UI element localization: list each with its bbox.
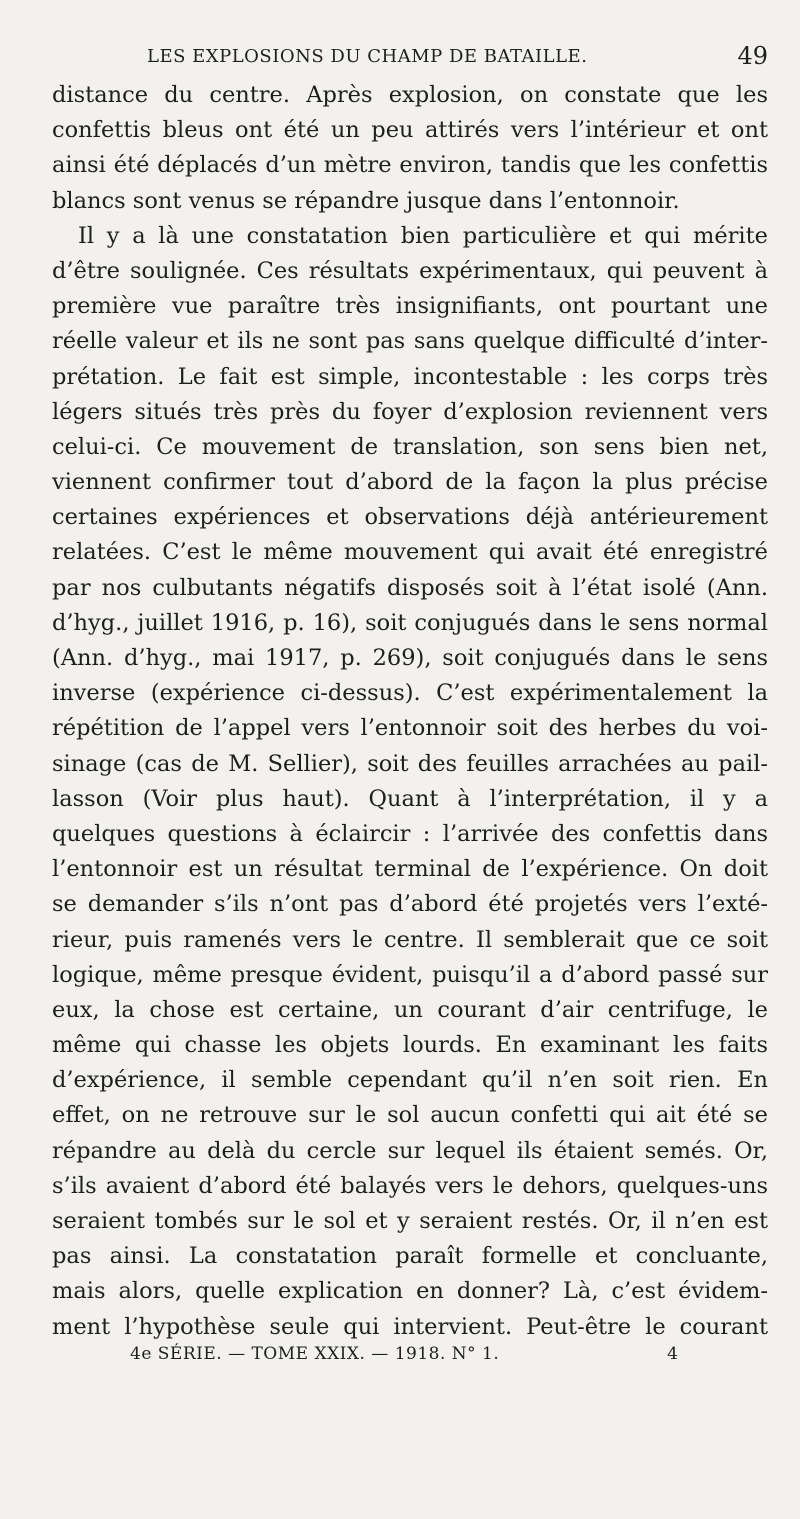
- text-line: répandre au delà du cercle sur lequel ils étaient semés. Or,: [52, 1137, 768, 1164]
- text-line: viennent confirmer tout d’abord de la façon la plus précise: [52, 469, 768, 496]
- text-line: prétation. Le fait est simple, incontestable : les corps très: [52, 363, 768, 390]
- text-line: quelques questions à éclaircir : l’arrivée des confettis dans: [52, 820, 768, 847]
- text-line: celui-ci. Ce mouvement de translation, son sens bien net,: [52, 433, 768, 460]
- text-line: seraient tombés sur le sol et y seraient restés. Or, il n’en est: [52, 1208, 768, 1234]
- text-line: certaines expériences et observations déjà antérieurement: [52, 504, 768, 531]
- text-line: par nos culbutants négatifs disposés soit à l’état isolé (Ann.: [52, 574, 768, 601]
- text-line: sinage (cas de M. Sellier), soit des feuilles arrachées au pail-: [52, 750, 768, 777]
- text-line: pas ainsi. La constatation paraît formelle et concluante,: [52, 1243, 768, 1270]
- text-line: blancs sont venus se répandre jusque dans l’entonnoir.: [52, 187, 680, 214]
- text-line: logique, même presque évident, puisqu’il a d’abord passé sur: [52, 961, 768, 988]
- text-line: confettis bleus ont été un peu attirés vers l’intérieur et ont: [52, 117, 768, 144]
- text-line: eux, la chose est certaine, un courant d’air centrifuge, le: [52, 996, 768, 1023]
- text-line: relatées. C’est le même mouvement qui avait été enregistré: [52, 539, 768, 566]
- running-head: [52, 40, 768, 70]
- text-line: inverse (expérience ci-dessus). C’est expérimentalement la: [52, 680, 768, 707]
- text-line: mais alors, quelle explication en donner? Là, c’est évidem-: [52, 1278, 768, 1305]
- running-title: LES EXPLOSIONS DU CHAMP DE BATAILLE.: [147, 46, 588, 67]
- text-line: réelle valeur et ils ne sont pas sans quelque difficulté d’inter-: [52, 328, 768, 355]
- text-line: d’expérience, il semble cependant qu’il n’en soit rien. En: [52, 1067, 768, 1094]
- text-line: première vue paraître très insignifiants, ont pourtant une: [52, 293, 768, 320]
- page-number: 49: [737, 42, 768, 70]
- text-line: l’entonnoir est un résultat terminal de l’expérience. On doit: [52, 856, 768, 883]
- text-line: se demander s’ils n’ont pas d’abord été projetés vers l’exté-: [52, 891, 768, 918]
- footer: [52, 1338, 768, 1368]
- text-line: distance du centre. Après explosion, on constate que les: [52, 82, 768, 108]
- text-line: rieur, puis ramenés vers le centre. Il semblerait que ce soit: [52, 926, 768, 953]
- text-line: s’ils avaient d’abord été balayés vers le dehors, quelques-uns: [52, 1172, 768, 1199]
- text-line: d’être soulignée. Ces résultats expérimentaux, qui peuvent à: [52, 257, 768, 284]
- signature-page: 4: [667, 1344, 678, 1364]
- text-line: lasson (Voir plus haut). Quant à l’interprétation, il y a: [52, 785, 768, 812]
- text-line: d’hyg., juillet 1916, p. 16), soit conjugués dans le sens normal: [52, 609, 768, 636]
- text-line: ainsi été déplacés d’un mètre environ, tandis que les confettis: [52, 152, 768, 179]
- text-line: même qui chasse les objets lourds. En examinant les faits: [52, 1032, 768, 1059]
- body-text: [52, 78, 768, 1345]
- text-line: effet, on ne retrouve sur le sol aucun confetti qui ait été se: [52, 1102, 768, 1129]
- printer-signature: 4e SÉRIE. — TOME XXIX. — 1918. N° 1.: [130, 1344, 500, 1364]
- text-line: légers situés très près du foyer d’explosion reviennent vers: [52, 398, 768, 425]
- text-line: ment l’hypothèse seule qui intervient. Peut-être le courant: [52, 1313, 768, 1340]
- text-line: (Ann. d’hyg., mai 1917, p. 269), soit conjugués dans le sens: [52, 645, 768, 671]
- text-line: répétition de l’appel vers l’entonnoir soit des herbes du voi-: [52, 715, 768, 742]
- text-line: Il y a là une constatation bien particulière et qui mérite: [78, 222, 768, 249]
